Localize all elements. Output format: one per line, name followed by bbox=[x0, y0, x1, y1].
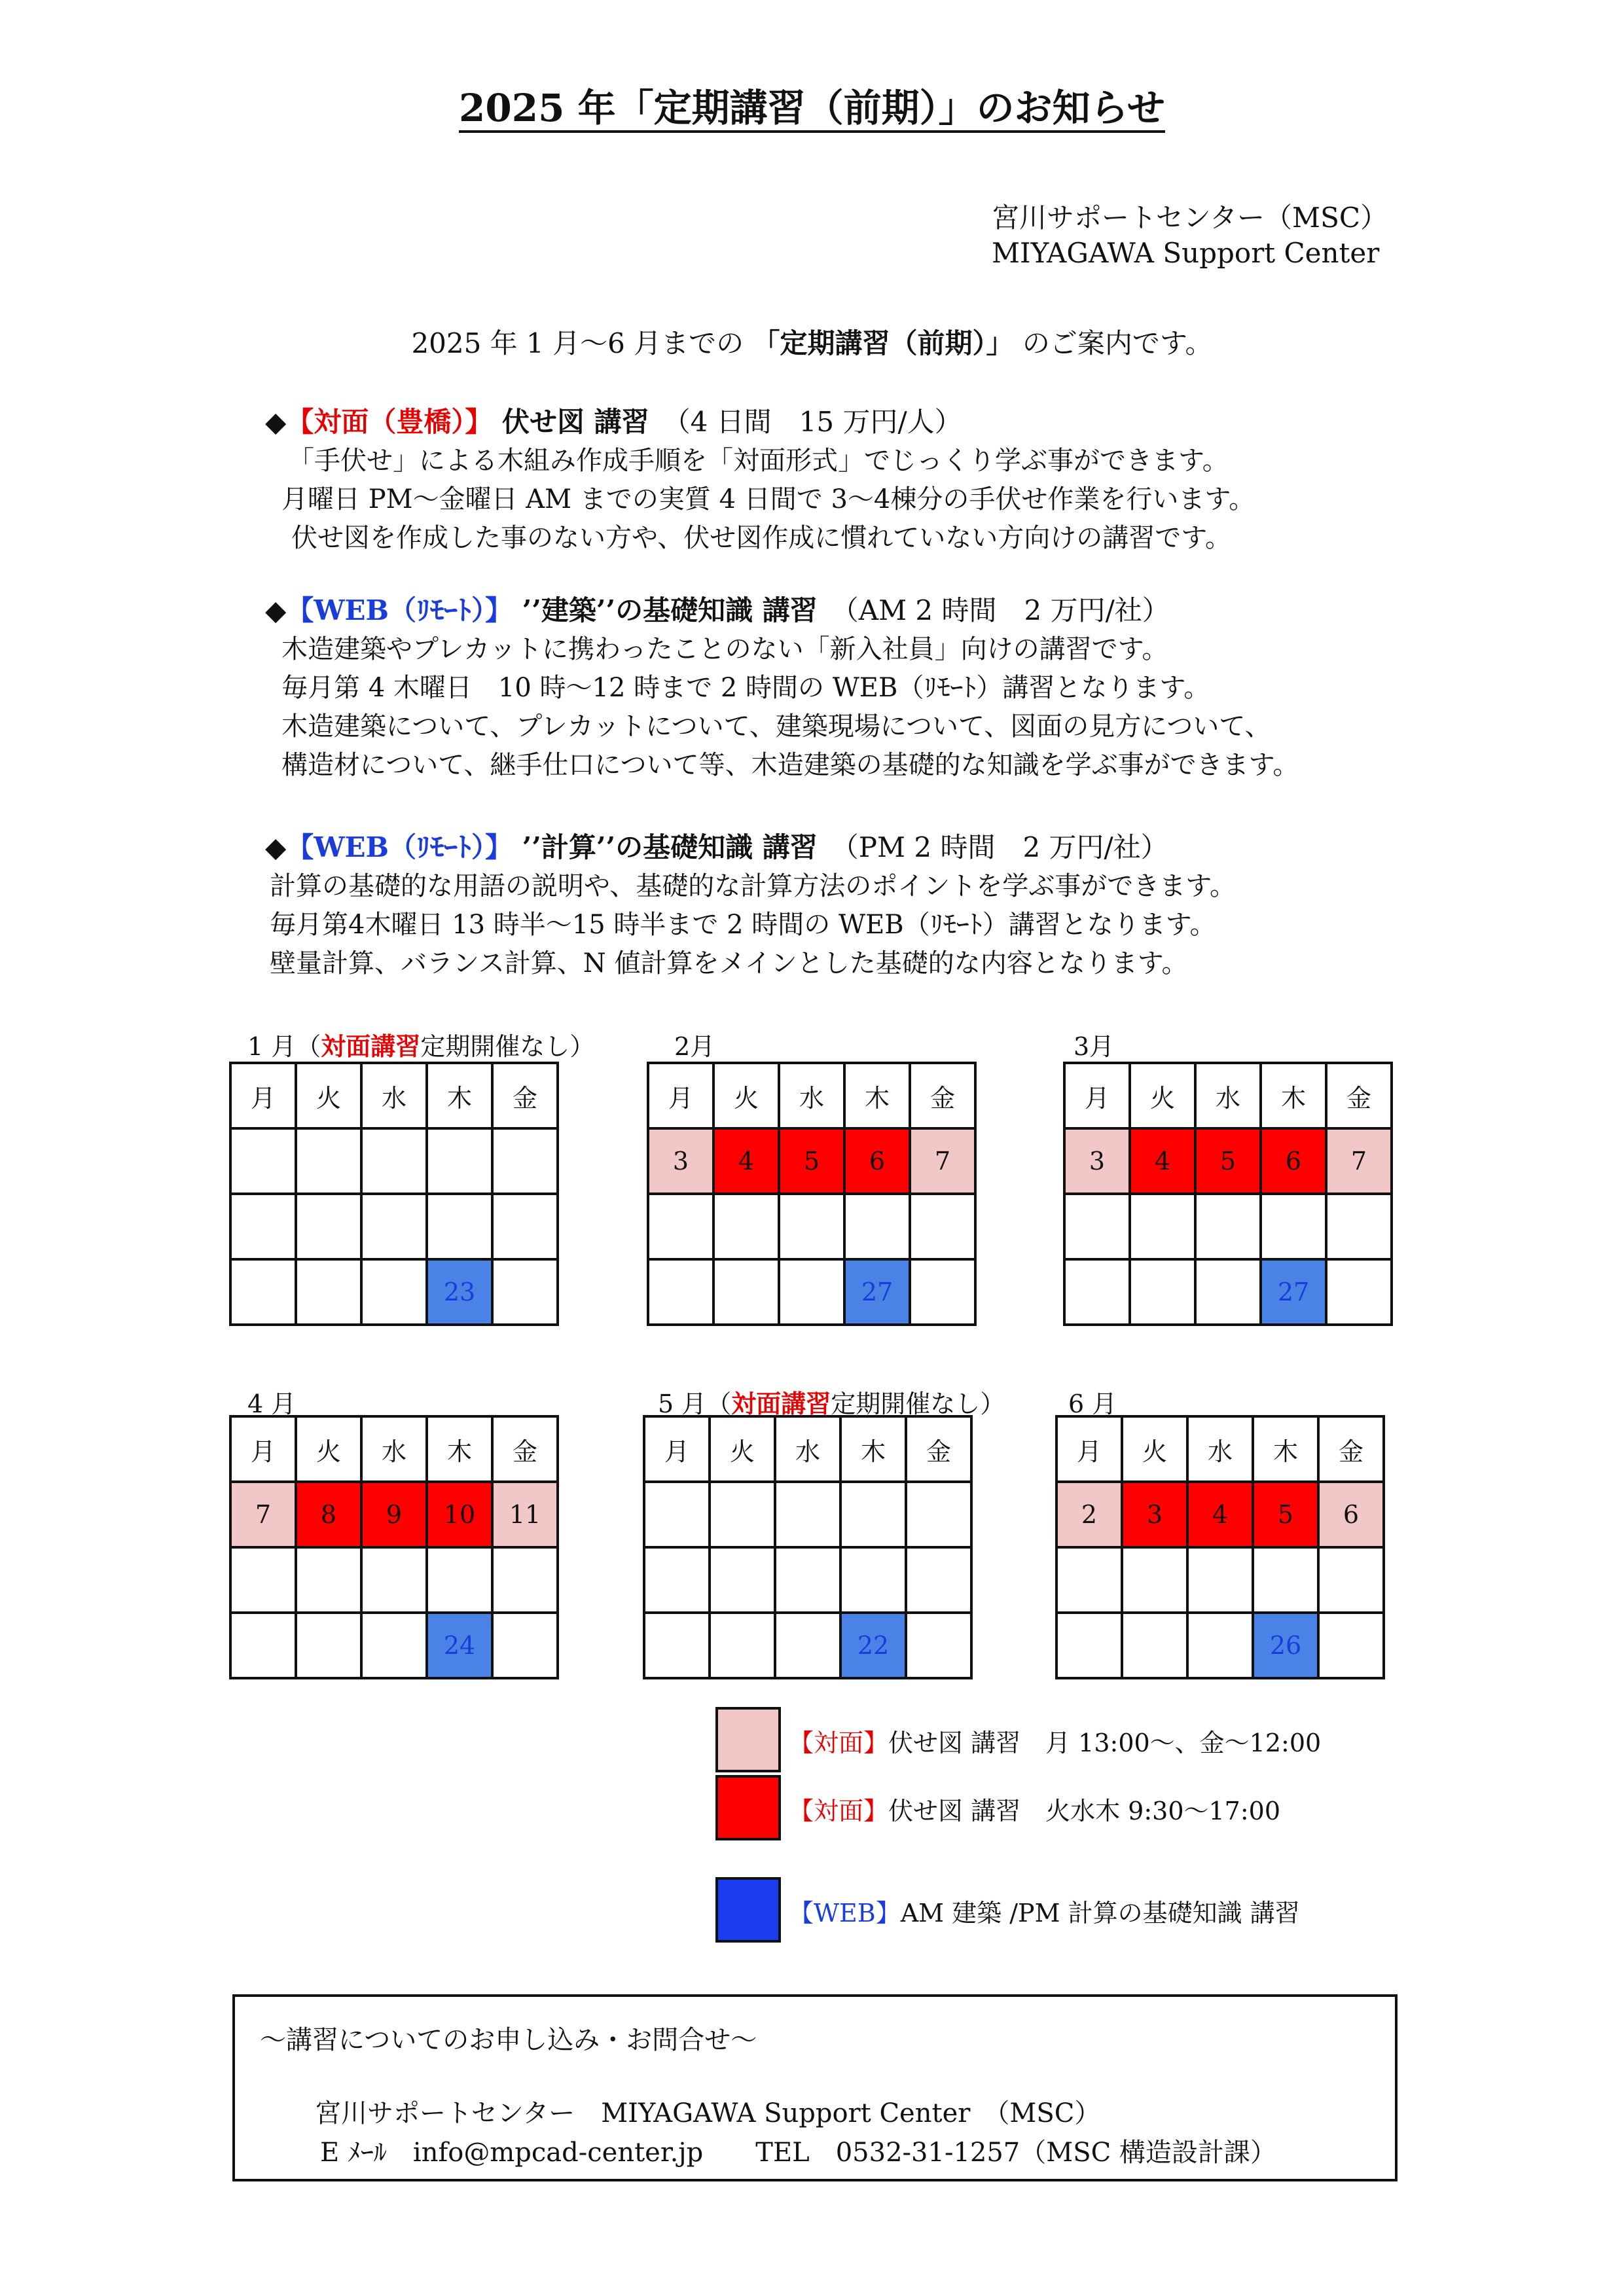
day-cell-9: 9 bbox=[361, 1482, 427, 1547]
weekday-cell: 木 bbox=[844, 1063, 910, 1128]
week-row bbox=[230, 1547, 558, 1613]
weekday-cell: 木 bbox=[1253, 1416, 1318, 1482]
org-name-en: MIYAGAWA Support Center bbox=[992, 237, 1380, 269]
legend-item-blue: 【WEB】AM 建築 /PM 計算の基礎知識 講習 bbox=[789, 1899, 1300, 1928]
day-cell-3: 3 bbox=[1122, 1482, 1187, 1547]
weekday-cell: 火 bbox=[1130, 1063, 1195, 1128]
section-line: 木造建築について、プレカットについて、建築現場について、図面の見方について、 bbox=[281, 711, 1271, 742]
day-cell-empty bbox=[492, 1194, 558, 1259]
week-row bbox=[230, 1128, 558, 1194]
week-row bbox=[644, 1547, 971, 1613]
day-cell-empty bbox=[1064, 1194, 1130, 1259]
calendar-may bbox=[643, 1415, 973, 1679]
weekday-cell: 金 bbox=[1318, 1416, 1384, 1482]
legend-swatch-blue bbox=[715, 1877, 781, 1943]
week-row bbox=[644, 1613, 971, 1678]
day-cell-empty bbox=[427, 1547, 492, 1613]
section-meta: （4 日間 15 万円/人） bbox=[676, 406, 962, 438]
section-line: 壁量計算、バランス計算、N 値計算をメインとした基礎的な内容となります。 bbox=[270, 948, 1188, 978]
day-cell-empty bbox=[1130, 1194, 1195, 1259]
contact-org-line: 宮川サポートセンター MIYAGAWA Support Center （MSC） bbox=[315, 2098, 1101, 2128]
intro-line bbox=[0, 322, 1624, 361]
weekday-row bbox=[1056, 1416, 1384, 1482]
weekday-row bbox=[230, 1063, 558, 1128]
day-cell-empty bbox=[840, 1547, 906, 1613]
week-row bbox=[1056, 1482, 1384, 1547]
calendar-feb bbox=[647, 1062, 977, 1326]
day-cell-4: 4 bbox=[1187, 1482, 1253, 1547]
section-meta: （AM 2 時間 2 万円/社） bbox=[844, 594, 1170, 626]
day-cell-26: 26 bbox=[1253, 1613, 1318, 1678]
month-label-may: 5 月（対面講習定期開催なし） bbox=[658, 1389, 1005, 1418]
legend-swatch-red bbox=[715, 1775, 781, 1840]
contact-email-line: E ﾒｰﾙ info@mpcad-center.jp TEL 0532-31-1257（MSC 構造設計課） bbox=[320, 2138, 1276, 2168]
weekday-row bbox=[1064, 1063, 1392, 1128]
day-cell-empty bbox=[710, 1613, 775, 1678]
diamond-icon: ◆ bbox=[265, 594, 287, 626]
section-line: 木造建築やプレカットに携わったことのない「新入社員」向けの講習です。 bbox=[281, 634, 1168, 664]
day-cell-empty bbox=[779, 1259, 844, 1325]
section-line: 構造材について、継手仕口について等、木造建築の基礎的な知識を学ぶ事ができます。 bbox=[281, 750, 1299, 780]
section-title: 伏せ図 講習 bbox=[492, 406, 649, 438]
day-cell-empty bbox=[1195, 1259, 1261, 1325]
day-cell-4: 4 bbox=[1130, 1128, 1195, 1194]
day-cell-empty bbox=[296, 1128, 361, 1194]
day-cell-empty bbox=[710, 1547, 775, 1613]
weekday-cell: 金 bbox=[492, 1416, 558, 1482]
day-cell-8: 8 bbox=[296, 1482, 361, 1547]
calendar-jun bbox=[1055, 1415, 1385, 1679]
day-cell-empty bbox=[361, 1547, 427, 1613]
weekday-cell: 月 bbox=[1056, 1416, 1122, 1482]
section-tag: 【WEB（ﾘﾓｰﾄ）】 bbox=[286, 594, 513, 626]
day-cell-empty bbox=[1195, 1194, 1261, 1259]
weekday-row bbox=[230, 1416, 558, 1482]
day-cell-empty bbox=[1130, 1259, 1195, 1325]
day-cell-empty bbox=[1326, 1194, 1392, 1259]
weekday-cell: 月 bbox=[230, 1416, 296, 1482]
org-name-ja: 宮川サポートセンター（MSC） bbox=[992, 202, 1388, 234]
day-cell-3: 3 bbox=[648, 1128, 713, 1194]
day-cell-empty bbox=[296, 1547, 361, 1613]
weekday-cell: 火 bbox=[713, 1063, 779, 1128]
day-cell-empty bbox=[492, 1128, 558, 1194]
day-cell-empty bbox=[648, 1259, 713, 1325]
week-row bbox=[230, 1482, 558, 1547]
day-cell-5: 5 bbox=[779, 1128, 844, 1194]
day-cell-7: 7 bbox=[910, 1128, 975, 1194]
month-label-jan: 1 月（対面講習定期開催なし） bbox=[247, 1031, 595, 1061]
weekday-cell: 水 bbox=[361, 1416, 427, 1482]
day-cell-4: 4 bbox=[713, 1128, 779, 1194]
day-cell-empty bbox=[296, 1194, 361, 1259]
day-cell-3: 3 bbox=[1064, 1128, 1130, 1194]
weekday-cell: 木 bbox=[427, 1063, 492, 1128]
weekday-cell: 月 bbox=[1064, 1063, 1130, 1128]
day-cell-empty bbox=[775, 1547, 840, 1613]
section-title: ’’建築’’の基礎知識 講習 bbox=[513, 594, 818, 626]
day-cell-empty bbox=[775, 1613, 840, 1678]
day-cell-empty bbox=[296, 1259, 361, 1325]
day-cell-empty bbox=[230, 1259, 296, 1325]
week-row bbox=[648, 1259, 975, 1325]
day-cell-11: 11 bbox=[492, 1482, 558, 1547]
calendar-jan bbox=[229, 1062, 559, 1326]
week-row bbox=[1064, 1259, 1392, 1325]
weekday-cell: 火 bbox=[710, 1416, 775, 1482]
weekday-cell: 月 bbox=[230, 1063, 296, 1128]
day-cell-empty bbox=[361, 1194, 427, 1259]
day-cell-empty bbox=[1253, 1547, 1318, 1613]
weekday-cell: 水 bbox=[1195, 1063, 1261, 1128]
day-cell-empty bbox=[1187, 1547, 1253, 1613]
day-cell-empty bbox=[1187, 1613, 1253, 1678]
week-row bbox=[1064, 1194, 1392, 1259]
day-cell-empty bbox=[906, 1613, 971, 1678]
week-row bbox=[648, 1194, 975, 1259]
day-cell-5: 5 bbox=[1253, 1482, 1318, 1547]
legend-item-pink: 【対面】伏せ図 講習 月 13:00〜、金〜12:00 bbox=[789, 1729, 1322, 1757]
day-cell-empty bbox=[492, 1547, 558, 1613]
contact-heading: 〜講習についてのお申し込み・お問合せ〜 bbox=[260, 2025, 757, 2055]
day-cell-empty bbox=[1056, 1547, 1122, 1613]
diamond-icon: ◆ bbox=[265, 831, 287, 863]
day-cell-empty bbox=[427, 1194, 492, 1259]
weekday-cell: 水 bbox=[775, 1416, 840, 1482]
day-cell-10: 10 bbox=[427, 1482, 492, 1547]
day-cell-empty bbox=[1122, 1547, 1187, 1613]
day-cell-empty bbox=[296, 1613, 361, 1678]
day-cell-empty bbox=[906, 1547, 971, 1613]
weekday-row bbox=[644, 1416, 971, 1482]
day-cell-empty bbox=[713, 1194, 779, 1259]
day-cell-empty bbox=[492, 1259, 558, 1325]
month-label-feb: 2月 bbox=[674, 1032, 715, 1061]
weekday-cell: 金 bbox=[492, 1063, 558, 1128]
day-cell-empty bbox=[779, 1194, 844, 1259]
weekday-cell: 金 bbox=[910, 1063, 975, 1128]
day-cell-27: 27 bbox=[1261, 1259, 1326, 1325]
calendar-mar bbox=[1063, 1062, 1393, 1326]
day-cell-empty bbox=[1318, 1547, 1384, 1613]
section-line: 月曜日 PM〜金曜日 AM までの実質 4 日間で 3〜4棟分の手伏せ作業を行います。 bbox=[281, 484, 1255, 514]
weekday-cell: 金 bbox=[906, 1416, 971, 1482]
week-row bbox=[1056, 1547, 1384, 1613]
diamond-icon: ◆ bbox=[265, 406, 287, 438]
section-line: 「手伏せ」による木組み作成手順を「対面形式」でじっくり学ぶ事ができます。 bbox=[288, 446, 1229, 476]
day-cell-empty bbox=[361, 1259, 427, 1325]
section-fusezu-heading bbox=[265, 401, 962, 440]
page-title bbox=[0, 77, 1624, 132]
day-cell-6: 6 bbox=[844, 1128, 910, 1194]
month-label-jun: 6 月 bbox=[1068, 1390, 1117, 1418]
day-cell-empty bbox=[644, 1547, 710, 1613]
weekday-cell: 月 bbox=[648, 1063, 713, 1128]
day-cell-empty bbox=[840, 1482, 906, 1547]
intro-emphasis: 「定期講習（前期）」 bbox=[752, 327, 1014, 359]
day-cell-empty bbox=[1122, 1613, 1187, 1678]
day-cell-empty bbox=[230, 1128, 296, 1194]
month-label-apr: 4 月 bbox=[247, 1390, 297, 1418]
week-row bbox=[1064, 1128, 1392, 1194]
day-cell-empty bbox=[230, 1613, 296, 1678]
section-title: ’’計算’’の基礎知識 講習 bbox=[513, 831, 818, 863]
week-row bbox=[230, 1259, 558, 1325]
day-cell-empty bbox=[361, 1613, 427, 1678]
section-line: 毎月第4木曜日 13 時半〜15 時半まで 2 時間の WEB（ﾘﾓｰﾄ）講習となります。 bbox=[270, 910, 1216, 940]
day-cell-5: 5 bbox=[1195, 1128, 1261, 1194]
intro-prefix: 2025 年 1 月〜6 月までの bbox=[411, 327, 753, 359]
day-cell-6: 6 bbox=[1318, 1482, 1384, 1547]
week-row bbox=[230, 1613, 558, 1678]
day-cell-empty bbox=[775, 1482, 840, 1547]
day-cell-empty bbox=[230, 1194, 296, 1259]
weekday-cell: 木 bbox=[840, 1416, 906, 1482]
day-cell-23: 23 bbox=[427, 1259, 492, 1325]
day-cell-empty bbox=[230, 1547, 296, 1613]
day-cell-empty bbox=[361, 1128, 427, 1194]
day-cell-empty bbox=[713, 1259, 779, 1325]
day-cell-empty bbox=[648, 1194, 713, 1259]
day-cell-empty bbox=[427, 1128, 492, 1194]
day-cell-empty bbox=[644, 1613, 710, 1678]
day-cell-empty bbox=[906, 1482, 971, 1547]
weekday-cell: 木 bbox=[1261, 1063, 1326, 1128]
section-tag: 【WEB（ﾘﾓｰﾄ）】 bbox=[286, 831, 513, 863]
intro-suffix: のご案内です。 bbox=[1013, 327, 1213, 359]
section-line: 計算の基礎的な用語の説明や、基礎的な計算方法のポイントを学ぶ事ができます。 bbox=[270, 871, 1236, 901]
day-cell-empty bbox=[492, 1613, 558, 1678]
day-cell-empty bbox=[1056, 1613, 1122, 1678]
month-label-mar: 3月 bbox=[1074, 1032, 1115, 1061]
weekday-cell: 火 bbox=[296, 1063, 361, 1128]
section-kenchiku-heading bbox=[265, 589, 1170, 628]
weekday-cell: 火 bbox=[1122, 1416, 1187, 1482]
weekday-cell: 木 bbox=[427, 1416, 492, 1482]
weekday-cell: 水 bbox=[361, 1063, 427, 1128]
week-row bbox=[648, 1128, 975, 1194]
weekday-row bbox=[648, 1063, 975, 1128]
day-cell-6: 6 bbox=[1261, 1128, 1326, 1194]
day-cell-empty bbox=[1261, 1194, 1326, 1259]
day-cell-empty bbox=[710, 1482, 775, 1547]
weekday-cell: 水 bbox=[1187, 1416, 1253, 1482]
section-line: 伏せ図を作成した事のない方や、伏せ図作成に慣れていない方向けの講習です。 bbox=[291, 523, 1231, 553]
day-cell-7: 7 bbox=[230, 1482, 296, 1547]
page-title-text: 2025 年「定期講習（前期）」のお知らせ bbox=[459, 86, 1165, 130]
week-row bbox=[644, 1482, 971, 1547]
section-line: 毎月第 4 木曜日 10 時〜12 時まで 2 時間の WEB（ﾘﾓｰﾄ）講習となります。 bbox=[281, 673, 1210, 703]
weekday-cell: 火 bbox=[296, 1416, 361, 1482]
day-cell-22: 22 bbox=[840, 1613, 906, 1678]
day-cell-empty bbox=[1326, 1259, 1392, 1325]
weekday-cell: 月 bbox=[644, 1416, 710, 1482]
day-cell-24: 24 bbox=[427, 1613, 492, 1678]
day-cell-empty bbox=[644, 1482, 710, 1547]
day-cell-empty bbox=[1064, 1259, 1130, 1325]
day-cell-2: 2 bbox=[1056, 1482, 1122, 1547]
legend-item-red: 【対面】伏せ図 講習 火水木 9:30〜17:00 bbox=[789, 1797, 1281, 1825]
weekday-cell: 水 bbox=[779, 1063, 844, 1128]
contact-box bbox=[232, 1994, 1398, 2181]
day-cell-empty bbox=[844, 1194, 910, 1259]
week-row bbox=[230, 1194, 558, 1259]
day-cell-empty bbox=[1318, 1613, 1384, 1678]
section-keisan-heading bbox=[265, 826, 1168, 865]
calendar-apr bbox=[229, 1415, 559, 1679]
week-row bbox=[1056, 1613, 1384, 1678]
day-cell-27: 27 bbox=[844, 1259, 910, 1325]
section-tag: 【対面（豊橋）】 bbox=[286, 406, 493, 438]
section-meta: （PM 2 時間 2 万円/社） bbox=[844, 831, 1168, 863]
day-cell-7: 7 bbox=[1326, 1128, 1392, 1194]
day-cell-empty bbox=[910, 1259, 975, 1325]
day-cell-empty bbox=[910, 1194, 975, 1259]
weekday-cell: 金 bbox=[1326, 1063, 1392, 1128]
legend-swatch-pink bbox=[715, 1707, 781, 1772]
